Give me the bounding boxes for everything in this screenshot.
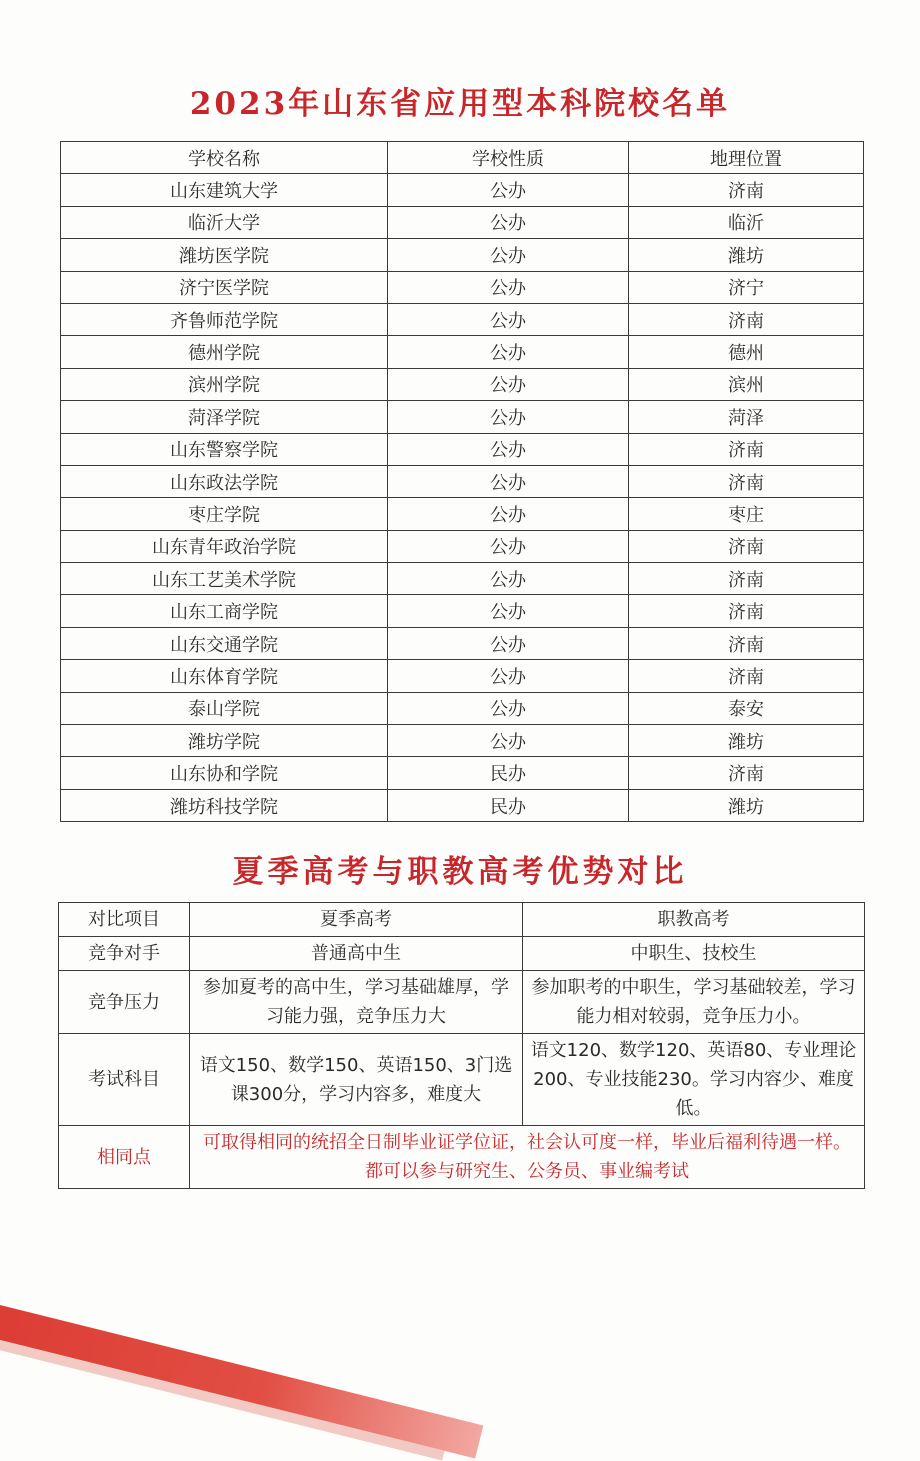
table-row [61, 757, 864, 789]
school-name: 山东工艺美术学院 [61, 563, 388, 595]
school-name: 临沂大学 [61, 206, 388, 238]
school-type: 公办 [388, 271, 629, 303]
table-row [61, 725, 864, 757]
table-row [61, 498, 864, 530]
comparison-title: 夏季高考与职教高考优势对比 [232, 854, 688, 890]
school-type: 公办 [388, 368, 629, 400]
table-row [61, 271, 864, 303]
table-row [61, 789, 864, 821]
school-location: 济南 [629, 757, 864, 789]
school-location: 济宁 [629, 271, 864, 303]
header-summer: 夏季高考 [190, 903, 523, 937]
school-name: 枣庄学院 [61, 498, 388, 530]
school-type: 公办 [388, 174, 629, 206]
school-name: 山东协和学院 [61, 757, 388, 789]
school-location: 潍坊 [629, 789, 864, 821]
table-row [61, 627, 864, 659]
vocational-cell: 参加职考的中职生，学习基础较差，学习能力相对较弱，竞争压力小。 [523, 971, 865, 1034]
school-location: 滨州 [629, 368, 864, 400]
row-label: 考试科目 [59, 1034, 190, 1126]
table-row [61, 303, 864, 335]
page-title: 2023年山东省应用型本科院校名单 [189, 86, 731, 122]
school-name: 滨州学院 [61, 368, 388, 400]
school-header-row [61, 142, 864, 174]
school-name: 潍坊科技学院 [61, 789, 388, 821]
school-type: 公办 [388, 660, 629, 692]
school-name: 山东警察学院 [61, 433, 388, 465]
school-location: 济南 [629, 530, 864, 562]
school-type: 公办 [388, 498, 629, 530]
comparison-row-competitor [59, 937, 865, 971]
school-name: 山东工商学院 [61, 595, 388, 627]
school-name: 潍坊学院 [61, 725, 388, 757]
comparison-row-same [59, 1126, 865, 1189]
comparison-header-row [59, 903, 865, 937]
school-name: 德州学院 [61, 336, 388, 368]
school-type: 民办 [388, 789, 629, 821]
school-type: 民办 [388, 757, 629, 789]
column-header: 学校名称 [61, 142, 388, 174]
header-item: 对比项目 [59, 903, 190, 937]
school-type: 公办 [388, 692, 629, 724]
school-location: 济南 [629, 627, 864, 659]
row-label: 竞争对手 [59, 937, 190, 971]
school-type: 公办 [388, 595, 629, 627]
table-row [61, 660, 864, 692]
school-name: 济宁医学院 [61, 271, 388, 303]
school-location: 济南 [629, 174, 864, 206]
school-type: 公办 [388, 239, 629, 271]
school-name: 山东体育学院 [61, 660, 388, 692]
school-location: 潍坊 [629, 725, 864, 757]
school-type: 公办 [388, 206, 629, 238]
school-name: 菏泽学院 [61, 401, 388, 433]
school-name: 山东建筑大学 [61, 174, 388, 206]
summer-cell: 参加夏考的高中生，学习基础雄厚，学习能力强，竞争压力大 [190, 971, 523, 1034]
table-row [61, 206, 864, 238]
school-location: 济南 [629, 465, 864, 497]
school-location: 潍坊 [629, 239, 864, 271]
comparison-row-subjects [59, 1034, 865, 1126]
school-name: 山东政法学院 [61, 465, 388, 497]
same-text: 可取得相同的统招全日制毕业证学位证，社会认可度一样，毕业后福利待遇一样。都可以参与研究生、公务员、事业编考试 [190, 1126, 865, 1189]
table-row [61, 595, 864, 627]
same-label: 相同点 [59, 1126, 190, 1189]
table-row [61, 465, 864, 497]
school-type: 公办 [388, 401, 629, 433]
summer-cell: 普通高中生 [190, 937, 523, 971]
summer-cell: 语文150、数学150、英语150、3门选课300分，学习内容多，难度大 [190, 1034, 523, 1126]
school-name: 齐鲁师范学院 [61, 303, 388, 335]
header-vocational: 职教高考 [523, 903, 865, 937]
school-location: 济南 [629, 433, 864, 465]
school-location: 济南 [629, 595, 864, 627]
school-location: 济南 [629, 660, 864, 692]
column-header: 地理位置 [629, 142, 864, 174]
school-list-table [60, 141, 864, 822]
school-type: 公办 [388, 563, 629, 595]
table-row [61, 336, 864, 368]
table-row [61, 563, 864, 595]
vocational-cell: 中职生、技校生 [523, 937, 865, 971]
table-row [61, 433, 864, 465]
school-location: 临沂 [629, 206, 864, 238]
school-location: 枣庄 [629, 498, 864, 530]
decorative-stripe [0, 1290, 483, 1458]
table-row [61, 174, 864, 206]
table-row [61, 692, 864, 724]
comparison-row-pressure [59, 971, 865, 1034]
school-name: 潍坊医学院 [61, 239, 388, 271]
school-location: 济南 [629, 303, 864, 335]
table-row [61, 530, 864, 562]
school-name: 山东交通学院 [61, 627, 388, 659]
column-header: 学校性质 [388, 142, 629, 174]
school-type: 公办 [388, 627, 629, 659]
school-name: 山东青年政治学院 [61, 530, 388, 562]
row-label: 竞争压力 [59, 971, 190, 1034]
school-location: 菏泽 [629, 401, 864, 433]
school-type: 公办 [388, 465, 629, 497]
table-row [61, 401, 864, 433]
table-row [61, 368, 864, 400]
school-type: 公办 [388, 433, 629, 465]
school-location: 泰安 [629, 692, 864, 724]
school-type: 公办 [388, 725, 629, 757]
school-type: 公办 [388, 336, 629, 368]
comparison-table [58, 902, 865, 1189]
school-location: 济南 [629, 563, 864, 595]
vocational-cell: 语文120、数学120、英语80、专业理论200、专业技能230。学习内容少、难度低。 [523, 1034, 865, 1126]
school-name: 泰山学院 [61, 692, 388, 724]
school-location: 德州 [629, 336, 864, 368]
table-row [61, 239, 864, 271]
school-type: 公办 [388, 303, 629, 335]
school-type: 公办 [388, 530, 629, 562]
